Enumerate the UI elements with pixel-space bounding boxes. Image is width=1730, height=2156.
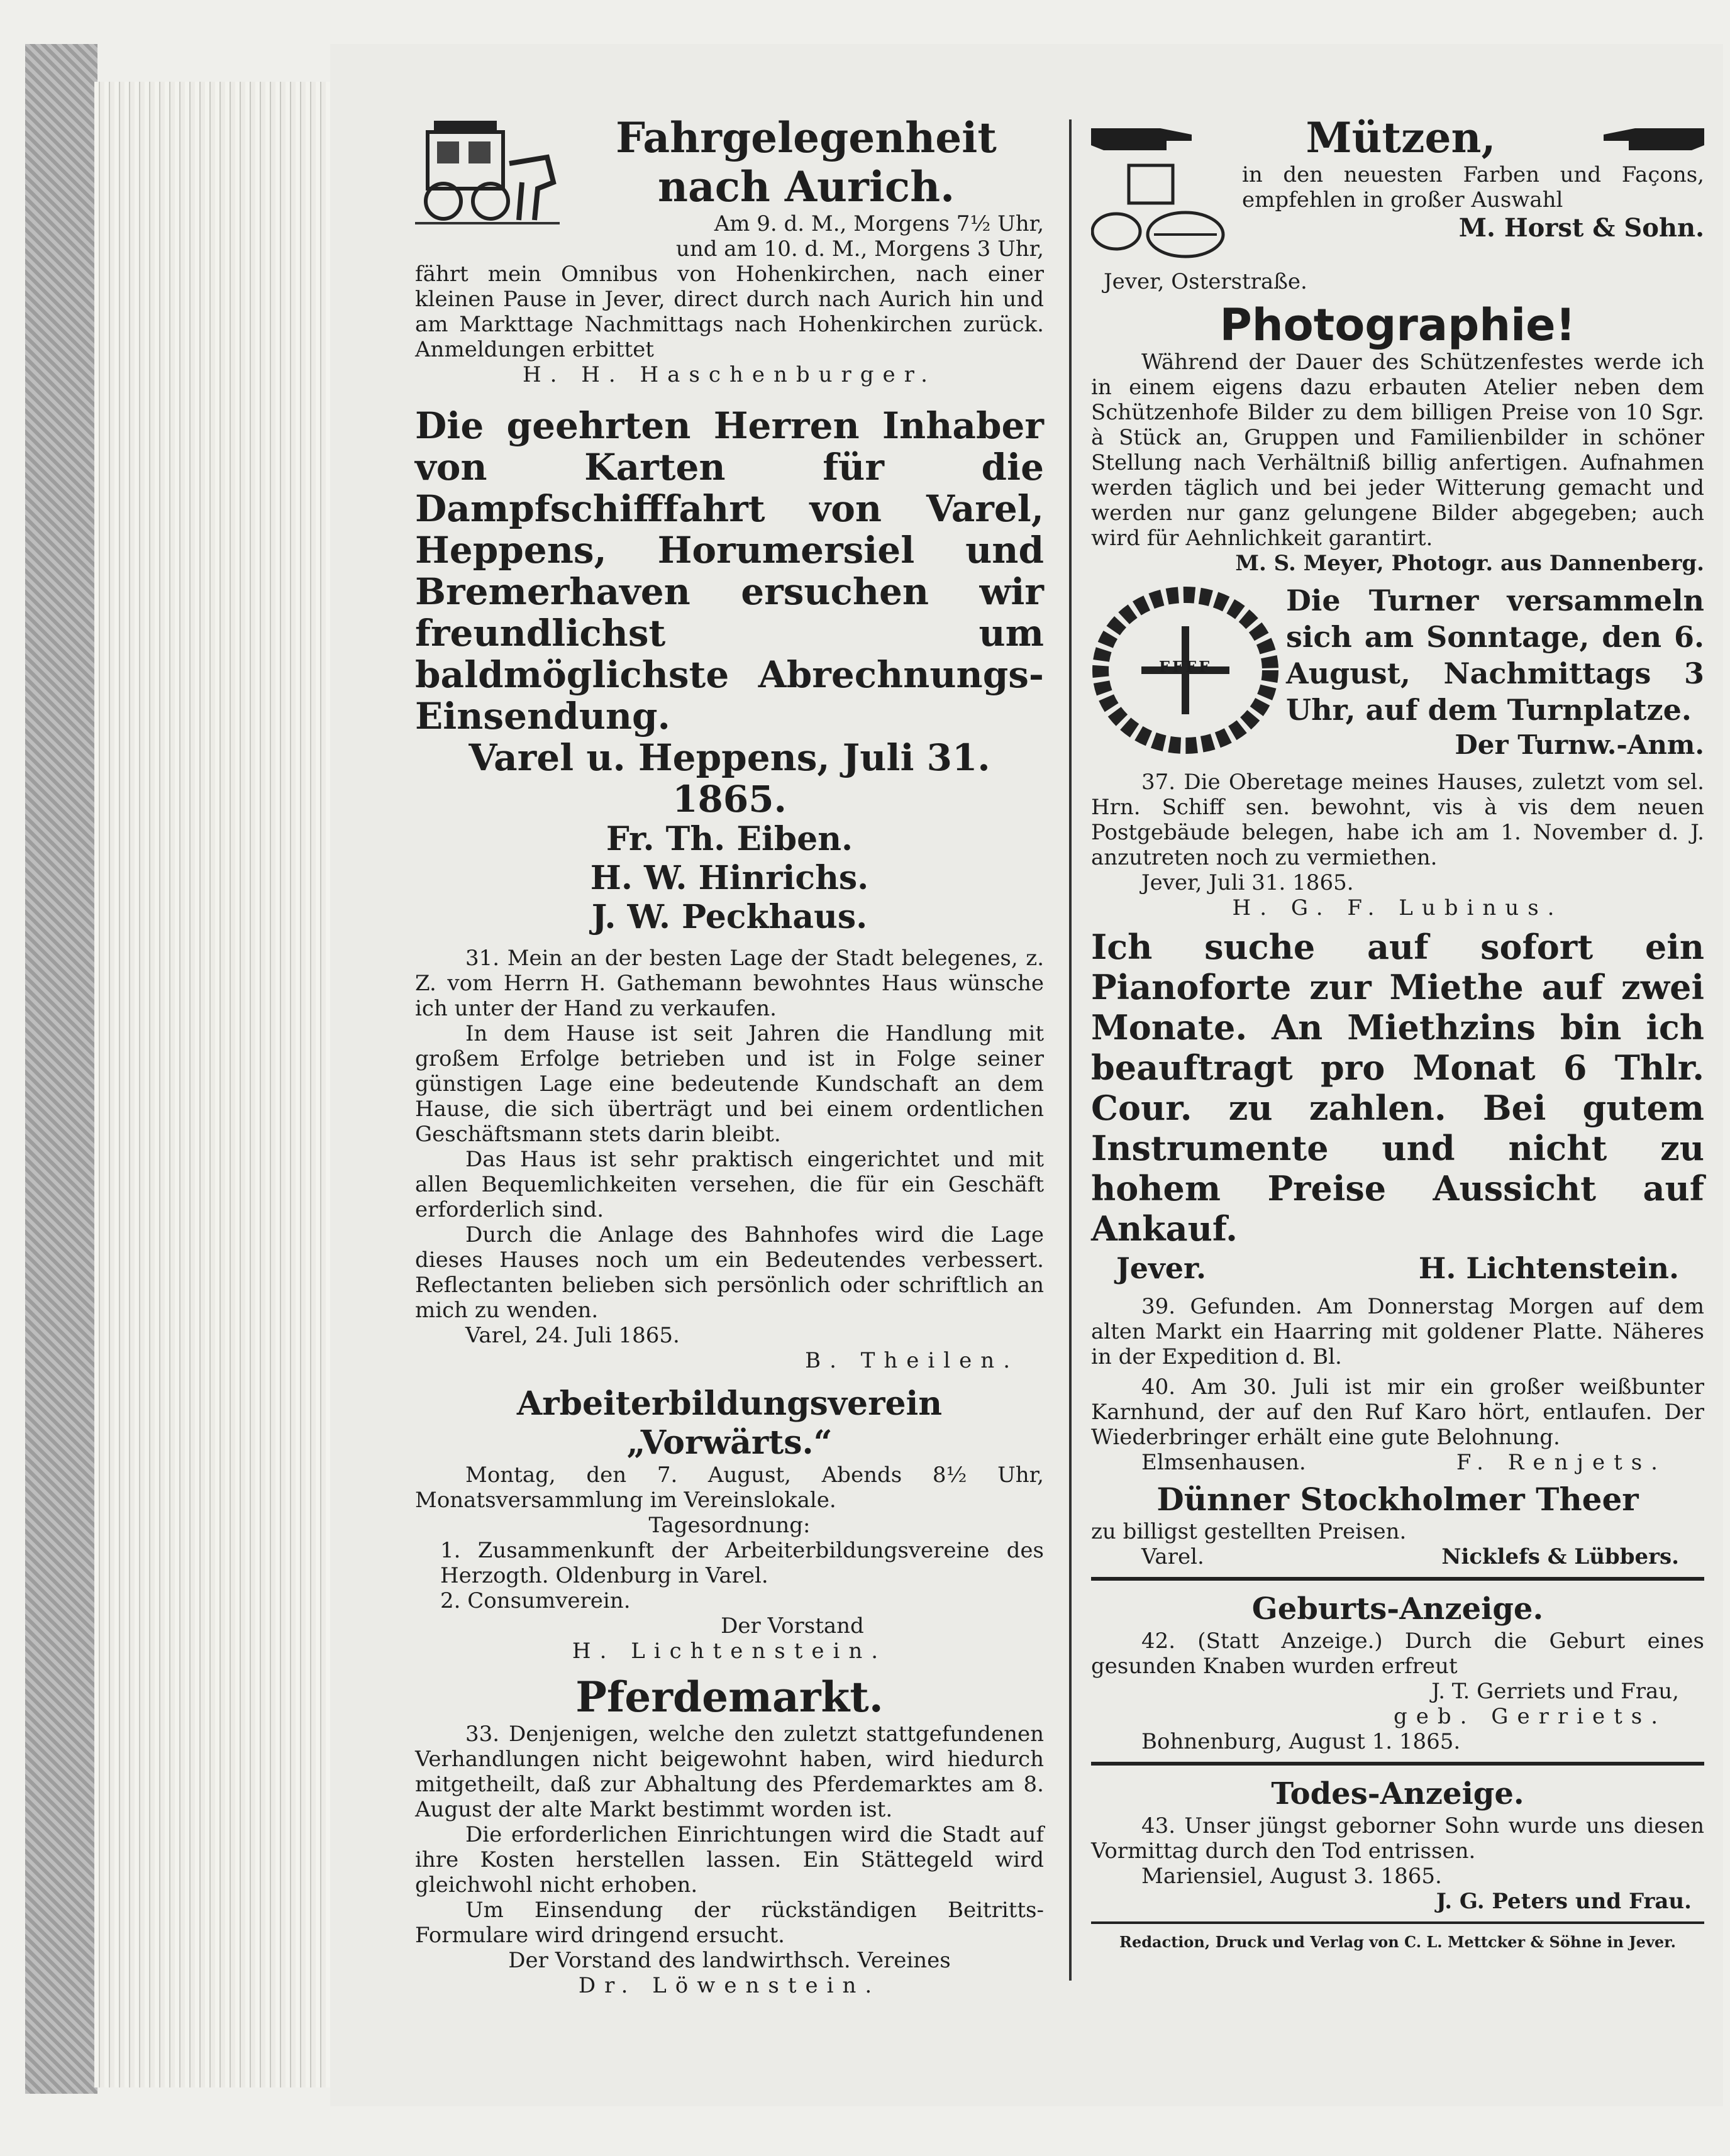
muetzen-place: Jever, Osterstraße. xyxy=(1104,269,1307,294)
gefunden-text: 39. Gefunden. Am Donnerstag Morgen auf dem alten Markt ein Haarring mit goldener Platte. Näheres in der Expedition d. Bl. xyxy=(1091,1294,1704,1369)
ad-oberetage xyxy=(1091,770,1704,920)
dampfschiff-sig3: J. W. Peckhaus. xyxy=(591,898,868,936)
ad-pferdemarkt xyxy=(415,1672,1044,1998)
piano-signature: H. Lichtenstein. xyxy=(1418,1251,1679,1285)
turner-emblem-letters: FFFF xyxy=(1158,658,1212,676)
turner-text: Die Turner versammeln sich am Sonntage, den 6. August, Nachmittags 3 Uhr, auf dem Turnplatze. xyxy=(1286,583,1704,727)
fahrgelegenheit-line2: und am 10. d. M., Morgens 3 Uhr, xyxy=(675,236,1044,262)
dampfschiff-sig1: Fr. Th. Eiben. xyxy=(606,820,853,858)
ad-turner xyxy=(1091,582,1704,762)
verein-title: Arbeiterbildungsverein xyxy=(516,1385,943,1423)
divider xyxy=(1091,1762,1704,1766)
verein-agenda-label: Tagesordnung: xyxy=(648,1513,811,1538)
tod-title: Todes-Anzeige. xyxy=(1271,1776,1524,1811)
pferdemarkt-sig2: Dr. Löwenstein. xyxy=(578,1973,881,1998)
left-column xyxy=(415,113,1044,1999)
dampfschiff-date: Varel u. Heppens, Juli 31. 1865. xyxy=(469,736,990,821)
ad-theer xyxy=(1091,1480,1704,1569)
haus-p1: 31. Mein an der besten Lage der Stadt belegenes, z. Z. vom Herrn H. Gathemann bewohntes Haus wünsche ich unter der Hand zu verkaufen. xyxy=(415,946,1044,1021)
column-rule xyxy=(1069,119,1072,1981)
pferdemarkt-title: Pferdemarkt. xyxy=(575,1672,884,1722)
geburt-date: Bohnenburg, August 1. 1865. xyxy=(1141,1729,1461,1754)
photographie-signature: M. S. Meyer, Photogr. aus Dannenberg. xyxy=(1235,551,1704,576)
photographie-body: Während der Dauer des Schützenfestes werde ich in einem eigens dazu erbauten Atelier neben dem Schützenhofe Bilder zu dem billigen Preise von 10 Sgr. à Stück an, Gruppen und Familienbilder in schöner Stellung nach Verhältniß billig anfertigen. Aufnahmen werden täglich und bei jeder Witterung gemacht und werden nur ganz gelungene Bilder abgegeben; auch wird für Aehnlichkeit garantirt. xyxy=(1091,350,1704,551)
oberetage-body: 37. Die Oberetage meines Hauses, zuletzt vom sel. Hrn. Schiff sen. bewohnt, vis à vis dem neuen Postgebäude belegen, habe ich am 1. November d. J. anzutreten noch zu vermiethen. xyxy=(1091,770,1704,870)
fahrgelegenheit-body: fährt mein Omnibus von Hohenkirchen, nach einer kleinen Pause in Jever, direct durch nach Aurich hin und am Markttage Nachmittags nach Hohenkirchen zurück. Anmeldungen erbittet xyxy=(415,262,1044,362)
haus-date: Varel, 24. Juli 1865. xyxy=(465,1323,680,1348)
hund-signature: F. Renjets. xyxy=(1456,1450,1666,1475)
ad-photographie xyxy=(1091,301,1704,576)
ad-fahrgelegenheit xyxy=(415,113,1044,387)
hund-text: 40. Am 30. Juli ist mir ein großer weißbunter Karnhund, der auf den Ruf Karo hört, entlaufen. Der Wiederbringer erhält eine gute Belohnung. xyxy=(1091,1374,1704,1450)
imprint-footer: Redaction, Druck und Verlag von C. L. Mettcker & Söhne in Jever. xyxy=(1119,1933,1676,1951)
turner-emblem xyxy=(1091,582,1280,758)
tod-signature: J. G. Peters und Frau. xyxy=(1436,1889,1692,1914)
theer-signature: Nicklefs & Lübbers. xyxy=(1441,1544,1679,1569)
piano-text: Ich suche auf sofort ein Pianoforte zur Miethe auf zwei Monate. An Miethzins bin ich beauftragt pro Monat 6 Thlr. Cour. zu zahlen. Bei gutem Instrumente und nicht zu hohem Preise Aussicht auf Ankauf. xyxy=(1091,927,1704,1249)
hund-place: Elmsenhausen. xyxy=(1141,1450,1306,1475)
ad-muetzen xyxy=(1091,113,1704,294)
geburt-sig1: J. T. Gerriets und Frau, xyxy=(1431,1679,1679,1704)
ad-tod xyxy=(1091,1774,1704,1914)
verein-agenda-item-1: 1. Zusammenkunft der Arbeiterbildungsvereine des Herzogth. Oldenburg in Varel. xyxy=(440,1538,1044,1588)
verein-agenda-item-2: 2. Consumverein. xyxy=(440,1588,631,1613)
pferdemarkt-p2: Die erforderlichen Einrichtungen wird die Stadt auf ihre Kosten herstellen lassen. Ein Stättegeld wird gleichwohl nicht erhoben. xyxy=(415,1822,1044,1898)
theer-title: Dünner Stockholmer Theer xyxy=(1156,1481,1639,1518)
pferdemarkt-sig1: Der Vorstand des landwirthsch. Vereines xyxy=(508,1948,951,1973)
theer-body: zu billigst gestellten Preisen. xyxy=(1091,1519,1407,1544)
ad-piano xyxy=(1091,927,1704,1288)
ad-gefunden xyxy=(1091,1294,1704,1369)
oberetage-signature: H. G. F. Lubinus. xyxy=(1232,895,1563,920)
pferdemarkt-p1: 33. Denjenigen, welche den zuletzt stattgefundenen Verhandlungen nicht beigewohnt haben, wird hiedurch mitgetheilt, daß zur Abhaltung des Pferdemarktes am 8. August der alte Markt bestimmt worden ist. xyxy=(415,1722,1044,1822)
pointing-hand-icon xyxy=(1604,119,1704,157)
ad-haus xyxy=(415,946,1044,1373)
geburt-body: 42. (Statt Anzeige.) Durch die Geburt eines gesunden Knaben wurden erfreut xyxy=(1091,1628,1704,1679)
geburt-sig2: geb. Gerriets. xyxy=(1394,1704,1666,1729)
dampfschiff-sig2: H. W. Hinrichs. xyxy=(590,859,869,897)
ad-dampfschiff xyxy=(415,405,1044,937)
photographie-title: Photographie! xyxy=(1219,299,1576,351)
tod-body: 43. Unser jüngst geborner Sohn wurde uns diesen Vormittag durch den Tod entrissen. xyxy=(1091,1813,1704,1864)
fahrgelegenheit-title: Fahrgelegenheit xyxy=(616,113,997,162)
turner-signature: Der Turnw.-Anm. xyxy=(1455,729,1704,760)
haus-p4: Durch die Anlage des Bahnhofes wird die Lage dieses Hauses noch um ein Bedeutendes verbessert. Reflectanten belieben sich persönlich oder schriftlich an mich zu wenden. xyxy=(415,1222,1044,1323)
haus-p2: In dem Hause ist seit Jahren die Handlung mit großem Erfolge betrieben und ist in Folge seiner günstigen Lage eine bedeutende Kundschaft an dem Hause, die sich überträgt und bei einem ordentlichen Geschäftsmann stets darin bleibt. xyxy=(415,1021,1044,1147)
muetzen-firm: M. Horst & Sohn. xyxy=(1458,213,1704,243)
stagecoach-icon xyxy=(415,113,560,233)
caps-icon xyxy=(1091,162,1236,269)
ad-arbeiterbildungsverein xyxy=(415,1385,1044,1664)
page-edges xyxy=(94,82,333,2087)
dampfschiff-text: Die geehrten Herren Inhaber von Karten für die Dampfschifffahrt von Varel, Heppens, Horumersiel und Bremerhaven ersuchen wir freundlichst um baldmöglichste Abrechnungs-Einsendung. xyxy=(415,404,1044,738)
muetzen-title: Mützen, xyxy=(1306,113,1496,162)
right-column xyxy=(1091,113,1704,1999)
fahrgelegenheit-signature: H. H. Haschenburger. xyxy=(523,362,936,387)
pferdemarkt-p3: Um Einsendung der rückständigen Beitritts-Formulare wird dringend ersucht. xyxy=(415,1898,1044,1948)
haus-p3: Das Haus ist sehr praktisch eingerichtet und mit allen Bequemlichkeiten versehen, die für ein Geschäft erforderlich sind. xyxy=(415,1147,1044,1222)
verein-sig1: Der Vorstand xyxy=(721,1613,864,1639)
book-cover-edge xyxy=(25,44,97,2094)
pointing-hand-icon xyxy=(1091,119,1198,157)
ad-hund xyxy=(1091,1374,1704,1475)
theer-place: Varel. xyxy=(1141,1544,1204,1569)
ad-geburt xyxy=(1091,1589,1704,1754)
verein-sig2: H. Lichtenstein. xyxy=(572,1639,887,1664)
verein-body: Montag, den 7. August, Abends 8½ Uhr, Monatsversammlung im Vereinslokale. xyxy=(415,1462,1044,1513)
piano-place: Jever. xyxy=(1116,1251,1207,1285)
muetzen-body: in den neuesten Farben und Façons, empfehlen in großer Auswahl xyxy=(1242,162,1704,213)
tod-date: Mariensiel, August 3. 1865. xyxy=(1141,1864,1442,1889)
oberetage-date: Jever, Juli 31. 1865. xyxy=(1141,870,1354,895)
fahrgelegenheit-subtitle: nach Aurich. xyxy=(657,162,955,211)
fahrgelegenheit-line1: Am 9. d. M., Morgens 7½ Uhr, xyxy=(714,211,1044,236)
verein-subtitle: „Vorwärts.“ xyxy=(626,1424,833,1462)
divider xyxy=(1091,1577,1704,1581)
geburt-title: Geburts-Anzeige. xyxy=(1251,1591,1544,1627)
divider xyxy=(1091,1921,1704,1924)
haus-signature: B. Theilen. xyxy=(805,1348,1019,1373)
